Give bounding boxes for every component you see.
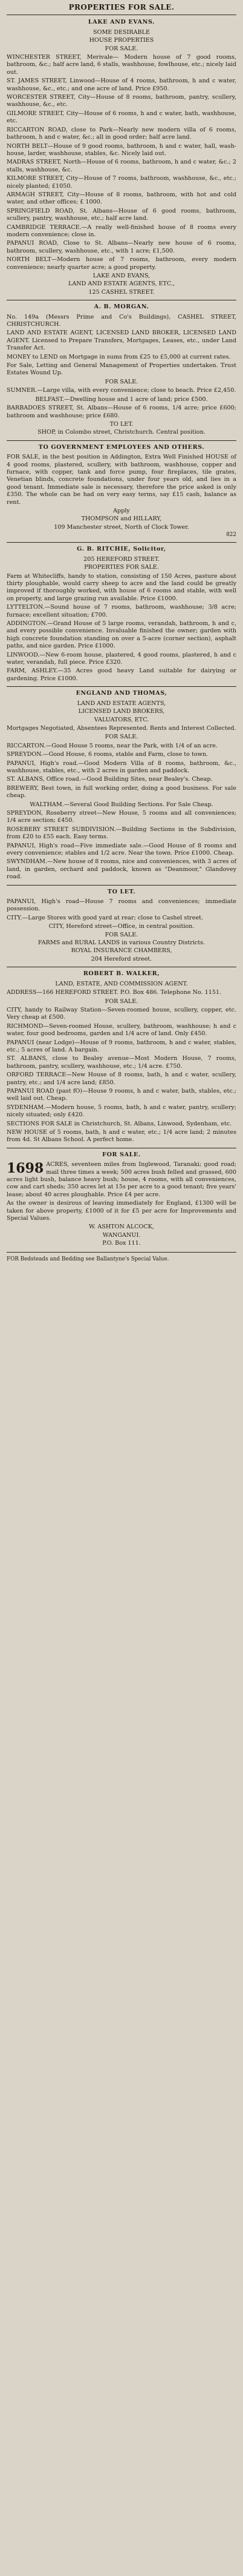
ad-text: SPRINGFIELD ROAD, St. Albans—House of 6 good rooms, bathroom, scullery, pantry, washhouse, etc.; half acre land. (7, 207, 236, 222)
ad-text: SPREYDON, Roseberry street—New House, 5 rooms and all conveniences; 1/4 acre section; £450. (7, 809, 236, 824)
divider (7, 1252, 236, 1253)
ad-block (7, 1151, 236, 1248)
ad-text: FARM, ASHLEY.—35 Acres good heavy Land suitable for dairying or gardening. Price £1000. (7, 667, 236, 682)
ad-text: ORFORD TERRACE—New House of 8 rooms, bath, h and c water, scullery, pantry, etc.; and 1/4 acre land; £850. (7, 1071, 236, 1086)
page-title: PROPERTIES FOR SALE. (68, 3, 175, 12)
ad-text: SUMNER.—Large villa, with every convenience; close to beach. Price £2,450. (7, 387, 236, 394)
ad-text: MONEY to LEND on Mortgage in sums from £25 to £5,000 at current rates. (7, 353, 231, 360)
ad-text: Farm at Whitecliffs, handy to station, consisting of 150 Acres, pasture about thirty ploughable, would carry sheep to acre and the land could be greatly improved if thoroughly worked, with house of 6 rooms and stable, with well on property, and large grazing run available. Price £1000. (7, 572, 236, 602)
ad-heading: A. B. MORGAN. (94, 303, 149, 311)
ad-heading: TO LET. (107, 888, 136, 895)
ad-block (7, 889, 236, 964)
ad-text: FOR SALE. (105, 378, 138, 385)
ad-text: CITY, handy to Railway Station—Seven-roomed house, scullery, copper, etc. Very cheap at £500. (7, 1006, 236, 1021)
ad-block (7, 303, 236, 437)
ad-text: FOR SALE. (105, 733, 138, 741)
ad-text: 204 Hereford street. (91, 955, 152, 962)
ad-text: As the owner is desirous of leaving immediately for England, £1300 will be taken for above property, £1000 of it for £5 per acre for Improvements and Special Values. (7, 1200, 236, 1222)
ad-text: SPREYDON.—Good House, 6 rooms, stable and Farm, close to town. (7, 751, 209, 758)
ad-block (7, 444, 236, 539)
ad-text: 125 CASHEL STREET. (88, 288, 155, 296)
ad-text: ADDINGTON.—Grand House of 5 large rooms, verandah, bathroom, h and c, and every possible convenience. Invaluable finished the owner; garden with high concrete foundation standing on over a 5-acre (corner section), asphalt paths, and nice garden. Price £1000. (7, 620, 236, 650)
ad-text: RICCARTON ROAD, close to Park—Nearly new modern villa of 6 rooms, bathroom, h and c water, &c.; all in good order; half acre land. (7, 126, 236, 141)
ad-text: LINWOOD.—New 6-room house, plastered, 4 good rooms, plastered, h and c water, verandah, full piece. Price £320. (7, 651, 236, 666)
ad-text: WANGANUI. (102, 1231, 141, 1239)
ad-text: 109 Manchester street, North of Clock Tower. (54, 523, 189, 531)
ad-text: PAPANUI, High's road—House 7 rooms and conveniences; immediate possession. (7, 898, 236, 913)
ad-text: HOUSE PROPERTIES (89, 37, 154, 44)
ad-text: CITY, Hereford street—Office, in central position. (48, 923, 195, 930)
ad-text: ACRES, seventeen miles from Inglewood, Taranaki; good road; mail three times a week; 500 acres bush felled and grassed, 600 acres light bush, balance heavy bush; house, 4 rooms, with all conveniences, cow and cart sheds; 350 acres let at 15s per acre to a good tenant; five years' lease; about 40 acres ploughable. Price £4 per acre. (7, 1161, 236, 1198)
divider (7, 440, 236, 441)
ad-text: VALUATORS, ETC. (94, 716, 149, 723)
ad-text: CAMBRIDGE TERRACE.—A really well-finished house of 8 rooms every modern convenience; close in. (7, 223, 236, 238)
ad-text: LAND, ESTATE, AND COMMISSION AGENT. (55, 980, 188, 987)
ad-heading: G. B. RITCHIE, Solicitor, (77, 546, 166, 553)
ad-text: RICCARTON.—Good House 5 rooms, near the Park, with 1/4 of an acre. (7, 742, 218, 749)
ad-text: THOMPSON and HILLARY, (81, 515, 162, 523)
ad-text: Apply (113, 507, 130, 514)
ad-text: SECTIONS FOR SALE in Christchurch, St. Albans, Linwood, Sydenham, etc. (7, 1120, 232, 1127)
ad-text: PAPANUI ROAD (past fO)—House 9 rooms, h and c water, bath, stables, etc.; well laid out. Cheap. (7, 1087, 236, 1102)
ad-text: 205 HEREFORD STREET. (83, 555, 160, 563)
ad-heading: LAKE AND EVANS. (88, 19, 155, 26)
ad-text: FOR SALE. (105, 931, 138, 938)
ad-text: CITY.—Large Stores with good yard at rear; close to Cashel street. (7, 914, 204, 921)
ad-text: PROPERTIES FOR SALE. (84, 564, 159, 571)
ad-text: BELFAST.—Dwelling house and 1 acre of land; price £500. (35, 396, 208, 403)
ad-text: SOME DESIRABLE (93, 28, 150, 36)
ad-text: SWYNDHAM.—New house of 8 rooms, nice and conveniences, with 3 acres of land, in garden, orchard and paddock, known as "Deanmoor," Glandovey road. (7, 858, 236, 881)
ad-text: SHOP, in Colombo street, Christchurch. Central position. (37, 429, 206, 436)
ads-container (7, 19, 236, 1248)
ad-text: PAPANUI (near Lodge)—House of 9 rooms, bathroom, h and c water, stables, etc.; 5 acres of land. A bargain. (7, 1039, 236, 1053)
ad-text: LYTTELTON.—Sound house of 7 rooms, bathroom, washhouse; 3/8 acre; furnace; excellent situation; £700. (7, 604, 236, 618)
ad-text: KILMORE STREET, City—House of 7 rooms, bathroom, washhouse, &c., etc.; nicely planted; £1050. (7, 175, 236, 190)
ad-text: TO LET. (109, 420, 134, 428)
ad-text: PAPANUI, High's road—Five immediate sale.—Good House of 8 rooms and every convenience; stables and 1/2 acre. Near the town. Price £1000. Cheap. (7, 842, 236, 857)
ad-text: WORCESTER STREET, City—House of 8 rooms, bathroom, pantry, scullery, washhouse, &c., etc. (7, 94, 236, 108)
ad-text: FOR SALE. (105, 998, 138, 1005)
ad-text: ADDRESS—166 HEREFORD STREET. P.O. Box 486. Telephone No. 1151. (7, 989, 222, 996)
ad-text: LAKE AND EVANS, (92, 273, 151, 279)
ad-text: ST. ALBANS, Office road.—Good Building Sites, near Bealey's. Cheap. (7, 776, 213, 783)
divider (7, 686, 236, 687)
ad-heading: ENGLAND AND THOMAS, (76, 690, 167, 697)
ad-text: P.O. Box 111. (102, 1240, 141, 1247)
ad-text: WALTHAM.—Several Good Building Sections. For Sale Cheap. (30, 801, 213, 808)
ad-text: PAPANUI, High's road.—Good Modern Villa of 8 rooms, bathroom, &c., washhouse, stables, etc., with 2 acres in garden and paddock. (7, 760, 236, 774)
ad-text: W. ASHTON ALCOCK, (89, 1223, 154, 1231)
ad-reference: 822 (226, 532, 236, 538)
ad-text: ST. JAMES STREET, Linwood—House of 4 rooms, bathroom, h and c water, washhouse, &c., etc.; and one acre of land. Price £950. (7, 78, 236, 92)
ad-text: NORTH BELT—House of 9 good rooms, bathroom, h and c water, hall, wash-house, larder, washhouse, stables, &c. Nicely laid out. (7, 142, 236, 157)
big-number: 1698 (7, 1161, 44, 1177)
newspaper-column (4, 0, 239, 1263)
ad-text: FARMS and RURAL LANDS in various Country Districts. (37, 939, 206, 947)
ad-heading: TO GOVERNMENT EMPLOYEES AND OTHERS. (38, 443, 205, 451)
divider (7, 885, 236, 886)
ad-text: NORTH BELT—Modern house of 7 rooms, bathroom, every modern convenience; nearly quarter acre; a good property. (7, 256, 236, 271)
ad-text: No. 149a (Messrs Prime and Co's Buildings), CASHEL STREET, CHRISTCHURCH. (7, 313, 236, 328)
ad-text: LAND AND ESTATE AGENT, LICENSED LAND BROKER, LICENSED LAND AGENT. Licensed to Prepare Transfers, Mortgages, Leases, etc., under Land Transfer Act. (7, 329, 236, 352)
ad-text: ST. ALBANS, close to Bealey avenue—Most Modern House, 7 rooms, bathroom, pantry, scullery, washhouse, etc.; 1/4 acre. £750. (7, 1055, 236, 1070)
ad-heading: ROBERT B. WALKER, (83, 970, 160, 978)
ad-text: RICHMOND—Seven-roomed House, scullery, bathroom, washhouse; h and c water, four good bedrooms, garden and 1/4 acre of land. Only £450. (7, 1022, 236, 1038)
ad-text: For Sale, Letting and General Management of Properties undertaken. Trust Estates Wound Up. (7, 362, 236, 377)
divider (7, 542, 236, 543)
ad-text: LAND AND ESTATE AGENTS, (77, 700, 166, 707)
ad-block (7, 546, 236, 683)
ad-text: ROYAL INSURANCE CHAMBERS, (71, 947, 172, 955)
ad-text: WINCHESTER STREET, Merivale— Modern house of 7 good rooms, bathroom, &c.; half acre land, 6 stalls, washhouse, fowlhouse, etc.; nicely laid out. (7, 54, 236, 76)
ad-text: GILMORE STREET, City—House of 6 rooms, h and c water, bath, washhouse, etc. (7, 110, 236, 125)
ad-text: FOR SALE. (105, 45, 138, 52)
ad-heading: FOR SALE. (102, 1151, 141, 1158)
ad-block (7, 690, 236, 881)
ad-text: ARMAGH STREET, City—House of 8 rooms, bathroom, with hot and cold water, and other offices; £ 1000. (7, 191, 236, 206)
ad-text: Mortgages Negotiated, Absentees Represented. Rents and Interest Collected. (7, 724, 236, 732)
ad-text: ROSEBERY STREET SUBDIVISION.—Building Sections in the Subdivision, from £20 to £55 each. Easy terms. (7, 826, 236, 841)
ad-block (7, 970, 236, 1144)
ad-text: FOR SALE, in the best position in Addington, Extra Well Finished HOUSE of 4 good rooms, plastered, scullery, with bathroom, washhouse, copper and furnace, with copper, tank and force pump, four fireplaces, tile grates, Venetian blinds, concrete foundations, under four years old, and lies in a good tenant. Immediate sale is necessary, therefore the price asked is only £350. The whole can be had on very easy terms, say £15 cash, balance as rent. (7, 454, 236, 506)
ad-text: SYDENHAM.—Modern house, 5 rooms, bath, h and c water, pantry, scullery; nicely situated; only £420. (7, 1104, 236, 1119)
footer-ad: FOR Bedsteads and Bedding see Ballantyne's Special Value. (7, 1256, 169, 1262)
ad-text: PAPANUI ROAD, Close to St. Albans—Nearly new house of 6 rooms, bathroom, scullery, washhouse, etc., with 1 acre; £1,500. (7, 240, 236, 254)
ad-text: MADRAS STREET, North—House of 6 rooms, bathroom, h and c water, &c.; 2 stalls, washhouse, &c. (7, 159, 236, 173)
ad-text: NEW HOUSE of 5 rooms, bath, h and c water, etc.; 1/4 acre land; 2 minutes from 4d. St Albans School. A perfect home. (7, 1129, 236, 1144)
ad-text: BARBADOES STREET, St. Albans—House of 6 rooms, 1/4 acre; price £600; bathroom and washhouse; price £680. (7, 405, 236, 419)
ad-text: LICENSED LAND BROKERS, (78, 708, 165, 715)
ad-text: LAND AND ESTATE AGENTS, ETC., (68, 280, 175, 288)
ad-text: BREWERY, Best town, in full working order, doing a good business. For sale cheap. (7, 784, 236, 800)
ad-block (7, 19, 236, 296)
